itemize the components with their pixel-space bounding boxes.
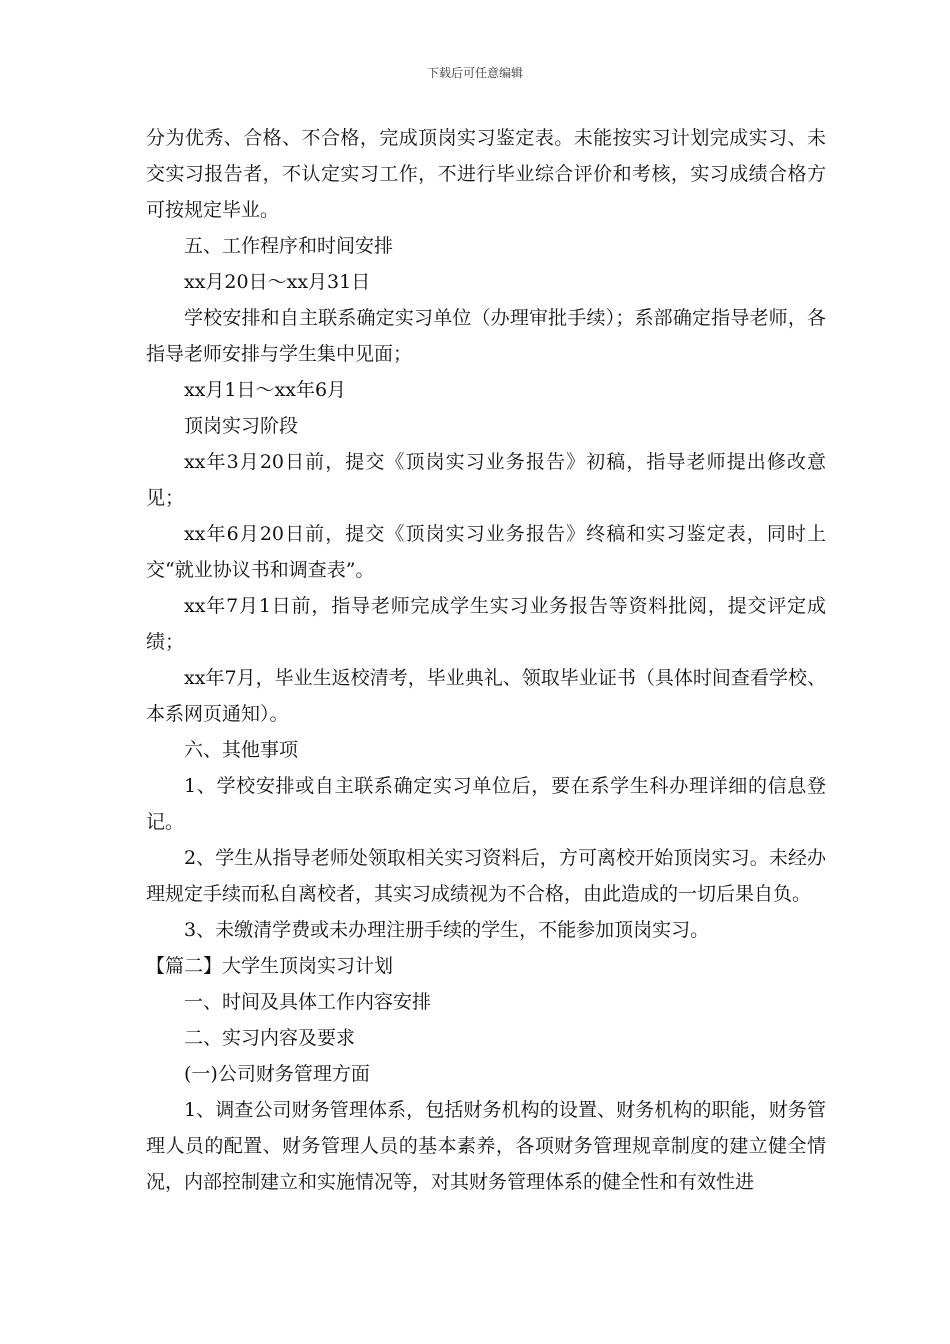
paragraph-7: xx年6月20日前，提交《顶岗实习业务报告》终稿和实习鉴定表，同时上交“就业协议书和调查表”。 [146,523,826,581]
paragraph-6: xx年3月20日前，提交《顶岗实习业务报告》初稿，指导老师提出修改意见； [146,451,826,509]
paragraph-date-2: xx月1日～xx年6月 [184,379,347,401]
paragraph-5: 顶岗实习阶段 [184,415,299,437]
paragraph-3: 学校安排和自主联系确定实习单位（办理审批手续）；系部确定指导老师，各指导老师安排与学生集中见面； [146,307,826,365]
section-heading-5: 五、工作程序和时间安排 [184,235,394,257]
paragraph-13: 3、未缴清学费或未办理注册手续的学生，不能参加顶岗实习。 [184,919,710,941]
subsection-heading-1: (一)公司财务管理方面 [184,1063,370,1085]
section-heading-6: 六、其他事项 [184,739,299,761]
chapter-heading: 【篇二】大学生顶岗实习计划 [146,955,394,977]
paragraph-18: 1、调查公司财务管理体系，包括财务机构的设置、财务机构的职能，财务管理人员的配置、财务管理人员的基本素养，各项财务管理规章制度的建立健全情况，内部控制建立和实施情况等，对其财务管理体系的健全性和有效性进 [146,1099,826,1193]
paragraph-11: 1、学校安排或自主联系确定实习单位后，要在系学生科办理详细的信息登记。 [146,775,826,833]
paragraph-1: 分为优秀、合格、不合格，完成顶岗实习鉴定表。未能按实习计划完成实习、未交实习报告者，不认定实习工作，不进行毕业综合评价和考核，实习成绩合格方可按规定毕业。 [146,127,826,221]
paragraph-12: 2、学生从指导老师处领取相关实习资料后，方可离校开始顶岗实习。未经办理规定手续而私自离校者，其实习成绩视为不合格，由此造成的一切后果自负。 [146,847,826,905]
paragraph-date-1: xx月20日～xx月31日 [184,271,371,293]
document-body [146,120,826,1200]
section-heading-1: 一、时间及具体工作内容安排 [184,991,432,1013]
section-heading-2: 二、实习内容及要求 [184,1027,356,1049]
paragraph-9: xx年7月，毕业生返校清考，毕业典礼、领取毕业证书（具体时间查看学校、本系网页通知）。 [146,667,826,725]
page-header: 下载后可任意编辑 [426,66,523,80]
paragraph-8: xx年7月1日前，指导老师完成学生实习业务报告等资料批阅，提交评定成绩； [146,595,826,653]
